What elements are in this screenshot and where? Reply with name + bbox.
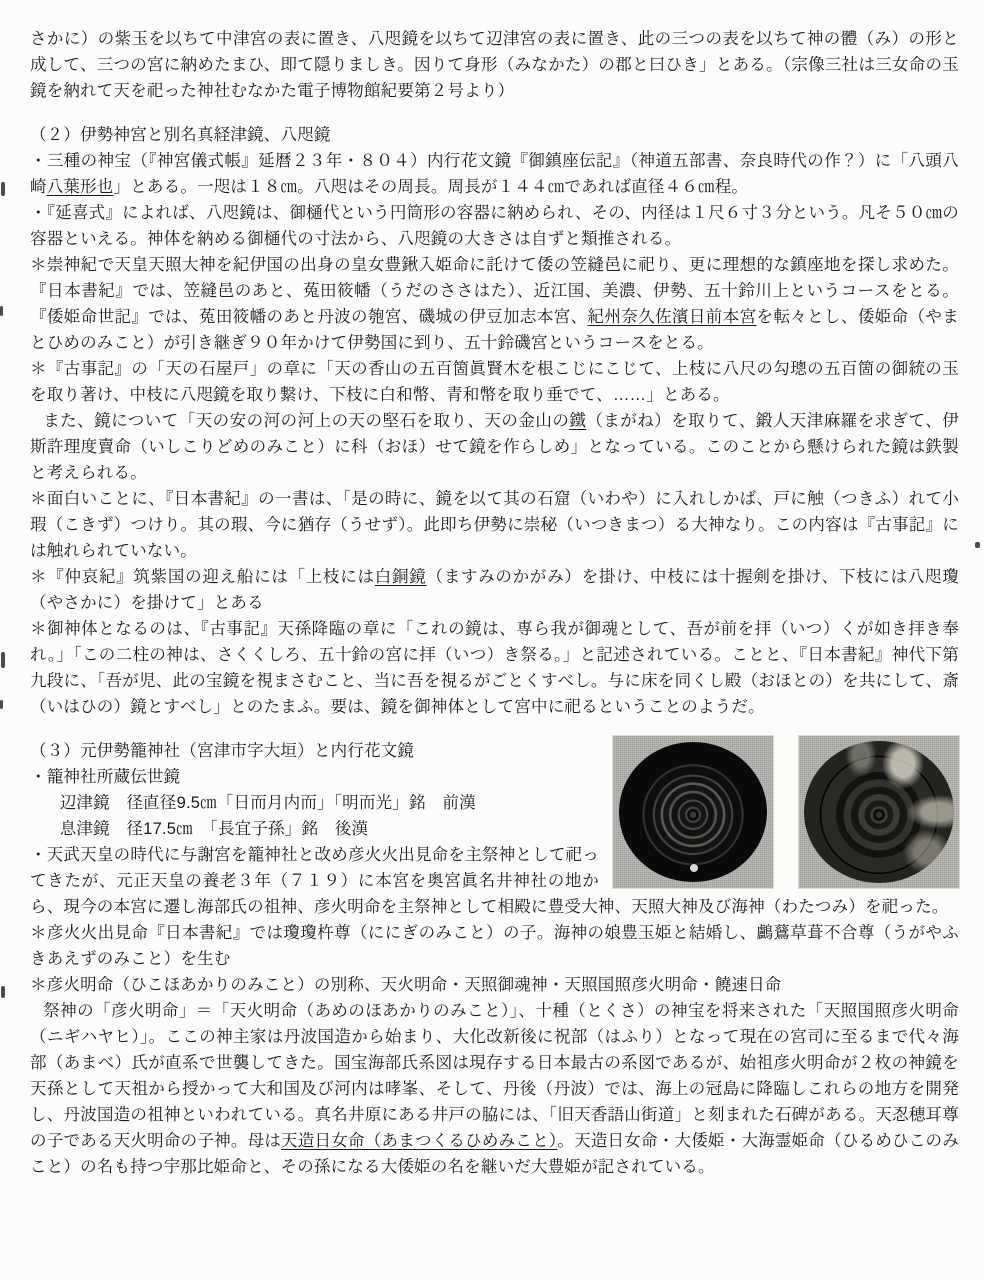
paragraph-munakata <box>30 26 959 104</box>
text-segment: （まがね）を取りて、鍛人天津麻羅を求ぎて、伊斯許理度賣命（いしこりどめのみこと）に科（おほ）せて鏡を作らしめ」となっている。このことから懸けられた鏡は鉄製と考えられる。 <box>30 412 959 482</box>
text-segment: 辺津鏡 径直径9.5㎝「日而月内而」「明而光」銘 前漢 <box>59 794 476 812</box>
scan-speck <box>1 652 5 668</box>
text-segment: ＊『仲哀紀』筑紫国の迎え船には「上枝には <box>30 568 375 586</box>
scan-speck <box>0 700 3 709</box>
text-segment: ＊彦火明命（ひこほあかりのみこと）の別称、天火明命・天照御魂神・天照国照彦火明命・饒速日命 <box>30 976 782 994</box>
paragraph-nihonshoki-issho <box>30 486 959 564</box>
text-segment: ＊『古事記』の「天の石屋戸」の章に「天の香山の五百箇眞賢木を根こじにこじて、上枝に八尺の勾璁の五百箇の御統の玉を取り著け、中枝に八咫鏡を取り繋け、下枝に白和幣、青和幣を取り垂でて、……」とある。 <box>30 360 959 404</box>
text-segment: ＊彦火火出見命『日本書紀』では瓊瓊杵尊（ににぎのみこと）の子。海神の娘豊玉姫と結婚し、鸕鶿草葺不合尊（うがやふきあえずのみこと）を生む <box>30 924 959 968</box>
scan-speck <box>0 306 3 316</box>
scan-speck <box>1 986 5 998</box>
text-segment: 息津鏡 径17.5㎝ 「長宜子孫」銘 後漢 <box>59 820 369 838</box>
scan-speck <box>1 182 5 196</box>
text-segment: ＊御神体となるのは、『古事記』天孫降臨の章に「これの鏡は、専ら我が御魂として、吾が前を拝（いつ）くが如き拝き奉れ。」「この二柱の神は、さくくしろ、五十鈴の宮に拝（いつ）き祭る。」と記述されている。ことと、『日本書紀』神代下第九段に、「吾が児、此の宝鏡を視まさむこと、当に吾を視るがごとくすべし。与に床を同くし殿（おほとの）を共にして、斎（いはひの）鏡とすべし」とのたまふ。要は、鏡を御神体として宮中に祀るということのようだ。 <box>30 620 959 716</box>
paragraph-kojiki-iwayado <box>30 356 959 408</box>
underlined-text: 天造日女命（あまつくるひめみこと） <box>281 1132 558 1150</box>
bronze-mirror-image <box>804 741 954 884</box>
bronze-mirror-image <box>619 742 766 882</box>
text-segment: ・『延喜式』によれば、八咫鏡は、御樋代という円筒形の容器に納められ、その、内径は１尺６寸３分という。凡そ５０㎝の容器といえる。神体を納める御樋代の寸法から、八咫鏡の大きさは自ずと類推される。 <box>30 204 959 248</box>
section-3 <box>30 738 959 920</box>
paragraph-saijin-keifu <box>30 998 959 1180</box>
text-segment: 。天造日女命・大倭姫・大海霊姫命（ひるめひこのみこと）の名も持つ宇那比姫命と、その孫になる大倭姫の名を継いだ大豊姫が記されている。 <box>30 1132 959 1176</box>
underlined-text: 鐵 <box>569 412 587 430</box>
paragraph-engishiki <box>30 200 959 252</box>
text-segment: ＊崇神紀で天皇天照大神を紀伊国の出身の皇女豊鍬入姫命に託けて倭の笠縫邑に祀り、更に理想的な鎮座地を探し求めた。『日本書紀』では、笠縫邑のあと、菟田筱幡（うだのささはた）、近江国、美濃、伊勢、五十鈴川上というコースをとる。『倭姫命世記』では、菟田筱幡のあと丹波の匏宮、磯城の伊豆加志本宮、 <box>30 256 959 326</box>
text-segment: また、鏡について「天の安の河の河上の天の堅石を取り、天の金山の <box>43 412 570 430</box>
text-segment: を転々とし、倭姫命（やまとひめのみこと）が引き継ぎ９０年かけて伊勢国に到り、五十鈴磯宮というコースをとる。 <box>30 308 960 352</box>
paragraph-sujinki <box>30 252 959 356</box>
mirror-photos <box>613 736 959 888</box>
text-segment: ・天武天皇の時代に与謝宮を籠神社と改め彦火火出見命を主祭神として祀ってきたが、元正天皇の養老３年（７１９）に本宮を奥宮眞名井神社の地から、現今の本宮に遷し海部氏の祖神、彦火明命を主祭神として相殿に豊受大神、天照大神及び海神（わたつみ）を祀った。 <box>30 846 949 916</box>
text-segment: ・籠神社所蔵伝世鏡 <box>30 768 181 786</box>
paragraph-sanshu-no-shinpo <box>30 148 959 200</box>
mirror-photo-okitsu-kagami <box>799 736 959 888</box>
text-segment: （３）元伊勢籠神社（宮津市字大垣）と内行花文鏡 <box>30 742 415 760</box>
paragraph-kagami-seisaku <box>30 408 959 486</box>
underlined-text: 八葉形也 <box>46 178 114 196</box>
text-segment: （ますみのかがみ）を掛け、中枝には十握剣を掛け、下枝には八咫瓊（やさかに）を掛けて」とある <box>30 568 959 612</box>
paragraph-hikohohodemi <box>30 920 959 972</box>
text-segment: ＊面白いことに、『日本書紀』の一書は、「是の時に、鏡を以て其の石窟（いわや）に入れしかば、戸に触（つきふ）れて小瑕（こきず）つけり。其の瑕、今に猶存（うせず）。此即ち伊勢に崇秘（いつきまつ）る大神なり。この内容は『古事記』には触れられていない。 <box>30 490 959 560</box>
mirror-photo-hetsu-kagami <box>613 736 773 888</box>
section-2-heading <box>30 122 959 148</box>
text-segment: 祭神の「彦火明命」＝「天火明命（あめのほあかりのみこと）」、十種（とくさ）の神宝を将来された「天照国照彦火明命（ニギハヤヒ）」。ここの神主家は丹波国造から始まり、大化改新後に祝部（はふり）となって現在の宮司に至るまで代々海部（あまべ）氏が直系で世襲してきた。国宝海部氏系図は現存する日本最古の系図であるが、始祖彦火明命が２枚の神鏡を天孫として天祖から授かって大和国及び河内は哮峯、そして、丹後（丹波）では、海上の冠島に降臨しこれらの地方を開発し、丹波国造の祖神といわれている。真名井原にある井戸の脇には、「旧天香語山街道」と刻まれた石碑がある。天忍穂耳尊の子である天火明命の子神。母は <box>30 1002 959 1150</box>
paragraph-hikohoakari-bessho <box>30 972 959 998</box>
text-segment: さかに）の紫玉を以ちて中津宮の表に置き、八咫鏡を以ちて辺津宮の表に置き、此の三つの表を以ちて神の體（み）の形と成して、三つの宮に納めたまひ、即て隠りましき。因りて身形（みなかた）の郡と曰ひき」とある。（宗像三社は三女命の玉鏡を納れて天を祀った神社むなかた電子博物館紀要第２号より） <box>30 30 959 100</box>
text-segment: ・三種の神宝（『神宮儀式帳』延暦２３年・８０４）内行花文鏡『御鎮座伝記』（神道五部書、奈良時代の作？）に「八頭八崎 <box>30 152 959 196</box>
scan-speck <box>975 542 980 548</box>
paragraph-chuaiki <box>30 564 959 616</box>
text-segment: 」とある。一咫は１８㎝。八咫はその周長。周長が１４４㎝であれば直径４６㎝程。 <box>113 178 749 196</box>
underlined-text: 白銅鏡 <box>374 568 427 586</box>
paragraph-goshintai <box>30 616 959 720</box>
underlined-text: 紀州奈久佐濱日前本宮 <box>587 308 757 326</box>
text-segment: （２）伊勢神宮と別名真経津鏡、八咫鏡 <box>30 126 331 144</box>
